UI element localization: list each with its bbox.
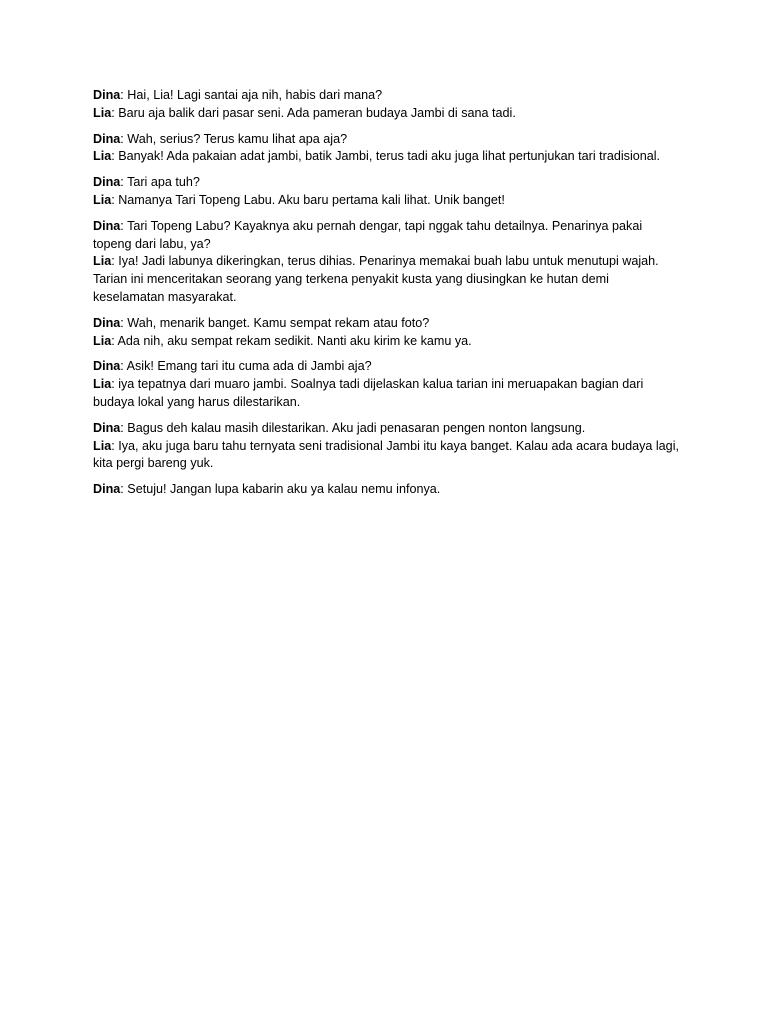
dialogue-exchange [93,315,683,351]
dialogue-line [93,315,683,333]
line-text: : Setuju! Jangan lupa kabarin aku ya kalau nemu infonya. [120,482,441,497]
dialogue-line [93,420,683,438]
speaker-name: Dina [93,482,121,497]
dialogue-line [93,481,683,499]
speaker-name: Dina [93,175,121,190]
speaker-name: Lia [93,333,112,348]
dialogue-exchange [93,481,683,499]
line-text: : Banyak! Ada pakaian adat jambi, batik Jambi, terus tadi aku juga lihat pertunjukan tari tradisional. [111,149,661,164]
speaker-name: Lia [93,192,112,207]
line-text: : Tari apa tuh? [120,175,200,190]
speaker-name: Lia [93,105,112,120]
speaker-name: Dina [93,315,121,330]
speaker-name: Dina [93,218,121,233]
dialogue-line [93,438,683,474]
dialogue-exchange [93,174,683,210]
speaker-name: Dina [93,420,121,435]
speaker-name: Dina [93,131,121,146]
dialogue-exchange [93,131,683,167]
dialogue-line [93,333,683,351]
dialogue-line [93,174,683,192]
dialogue-line [93,376,683,412]
line-text: : Hai, Lia! Lagi santai aja nih, habis dari mana? [120,88,383,102]
dialogue-line [93,131,683,149]
dialogue-line [93,358,683,376]
dialogue-line [93,105,683,123]
dialogue-transcript [93,87,683,507]
speaker-name: Dina [93,88,121,102]
dialogue-line [93,148,683,166]
speaker-name: Lia [93,149,112,164]
dialogue-line [93,192,683,210]
dialogue-exchange [93,87,683,123]
dialogue-line [93,218,683,254]
dialogue-exchange [93,218,683,307]
line-text: : Namanya Tari Topeng Labu. Aku baru pertama kali lihat. Unik banget! [111,192,505,207]
dialogue-exchange [93,420,683,473]
line-text: : Wah, menarik banget. Kamu sempat rekam atau foto? [120,315,430,330]
line-text: : Asik! Emang tari itu cuma ada di Jambi aja? [120,359,372,374]
line-text: : Tari Topeng Labu? Kayaknya aku pernah dengar, tapi nggak tahu detailnya. Penarinya pakai topeng dari labu, ya? [93,218,643,251]
dialogue-line [93,253,683,306]
speaker-name: Lia [93,254,112,269]
speaker-name: Dina [93,359,121,374]
speaker-name: Lia [93,377,112,392]
line-text: : iya tepatnya dari muaro jambi. Soalnya tadi dijelaskan kalua tarian ini meruapakan bagian dari budaya lokal yang harus dilestarikan. [93,377,644,409]
dialogue-exchange [93,358,683,411]
line-text: : Baru aja balik dari pasar seni. Ada pameran budaya Jambi di sana tadi. [111,105,516,120]
line-text: : Iya! Jadi labunya dikeringkan, terus dihias. Penarinya memakai buah labu untuk menutupi wajah. Tarian ini menceritakan seorang yang terkena penyakit kusta yang diusingkan ke hutan demi keselamatan masyarakat. [93,254,659,304]
line-text: : Wah, serius? Terus kamu lihat apa aja? [120,131,348,146]
line-text: : Bagus deh kalau masih dilestarikan. Aku jadi penasaran pengen nonton langsung. [120,420,586,435]
speaker-name: Lia [93,438,112,453]
dialogue-line [93,87,683,105]
line-text: : Ada nih, aku sempat rekam sedikit. Nanti aku kirim ke kamu ya. [111,333,472,348]
line-text: : Iya, aku juga baru tahu ternyata seni tradisional Jambi itu kaya banget. Kalau ada acara budaya lagi, kita pergi bareng yuk. [93,438,679,471]
